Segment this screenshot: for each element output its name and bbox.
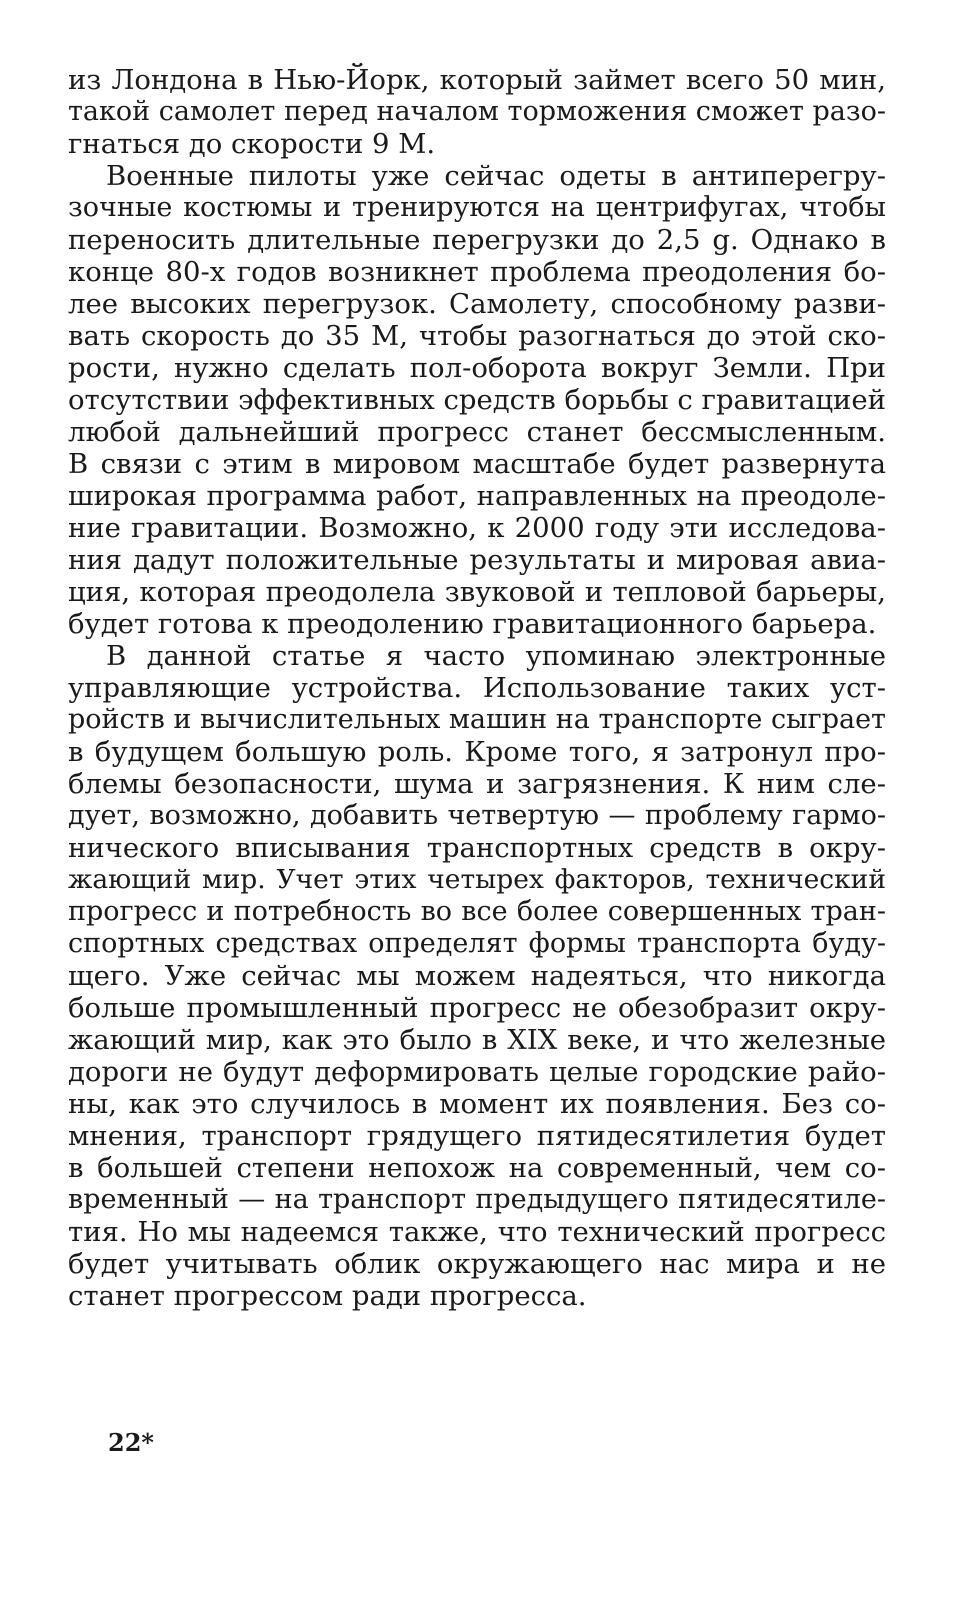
text-line: вать скорость до 35 М, чтобы разогнаться до этой ско-: [68, 320, 886, 352]
text-line: В связи с этим в мировом масштабе будет развернута: [68, 448, 886, 480]
text-line: временный — на транспорт предыдущего пятидесятиле-: [68, 1184, 886, 1215]
text-line: Военные пилоты уже сейчас одеты в антиперегру-: [106, 160, 886, 192]
text-line: рости, нужно сделать пол-оборота вокруг Земли. При: [68, 352, 886, 384]
text-line: станет прогрессом ради прогресса.: [68, 1280, 587, 1312]
text-line: мнения, транспорт грядущего пятидесятилетия будет: [68, 1120, 886, 1152]
text-line: широкая программа работ, направленных на преодоле-: [68, 480, 886, 512]
text-line: отсутствии эффективных средств борьбы с гравитацией: [68, 384, 886, 416]
text-line: нического вписывания транспортных средств в окру-: [68, 832, 886, 864]
text-line: любой дальнейший прогресс станет бессмысленным.: [68, 416, 886, 448]
text-line: лее высоких перегрузок. Самолету, способному разви-: [68, 288, 886, 320]
paragraph-3: [68, 640, 886, 1312]
text-line: гнаться до скорости 9 М.: [68, 128, 436, 160]
text-line: дороги не будут деформировать целые городские райо-: [68, 1056, 886, 1088]
text-line: будет готова к преодолению гравитационного барьера.: [68, 608, 877, 640]
text-line: больше промышленный прогресс не обезобразит окру-: [68, 992, 886, 1024]
text-line: ния дадут положительные результаты и мировая авиа-: [68, 544, 886, 576]
text-line: блемы безопасности, шума и загрязнения. К ним сле-: [68, 768, 886, 800]
text-line: жающий мир, как это было в XIX веке, и что железные: [68, 1024, 886, 1056]
paragraph-2: [68, 160, 886, 640]
text-line: ние гравитации. Возможно, к 2000 году эти исследова-: [68, 512, 886, 544]
text-line: прогресс и потребность во все более совершенных тран-: [68, 896, 886, 927]
paragraph-1: [68, 64, 886, 160]
text-line: спортных средствах определят формы транспорта буду-: [68, 928, 886, 959]
text-line: ны, как это случилось в момент их появления. Без со-: [68, 1088, 886, 1120]
page-body: [68, 64, 886, 1312]
text-line: зочные костюмы и тренируются на центрифугах, чтобы: [68, 192, 886, 223]
text-line: управляющие устройства. Использование таких уст-: [68, 672, 886, 704]
text-line: такой самолет перед началом торможения сможет разо-: [68, 96, 886, 127]
text-line: жающий мир. Учет этих четырех факторов, технический: [68, 864, 886, 895]
text-line: будет учитывать облик окружающего нас мира и не: [68, 1248, 886, 1280]
text-line: ция, которая преодолела звуковой и тепловой барьеры,: [68, 576, 886, 608]
text-line: дует, возможно, добавить четвертую — проблему гармо-: [68, 800, 886, 831]
text-line: ройств и вычислительных машин на транспорте сыграет: [68, 704, 886, 735]
text-line: в большей степени непохож на современный, чем со-: [68, 1152, 886, 1184]
text-line: В данной статье я часто упоминаю электронные: [106, 640, 886, 672]
page-number: 22*: [108, 1428, 154, 1457]
text-line: конце 80-х годов возникнет проблема преодоления бо-: [68, 256, 886, 288]
text-line: тия. Но мы надеемся также, что технический прогресс: [68, 1216, 886, 1248]
text-line: переносить длительные перегрузки до 2,5 g. Однако в: [68, 224, 886, 256]
text-line: щего. Уже сейчас мы можем надеяться, что никогда: [68, 960, 886, 992]
text-line: из Лондона в Нью-Йорк, который займет всего 50 мин,: [68, 64, 886, 96]
text-line: в будущем большую роль. Кроме того, я затронул про-: [68, 736, 886, 768]
